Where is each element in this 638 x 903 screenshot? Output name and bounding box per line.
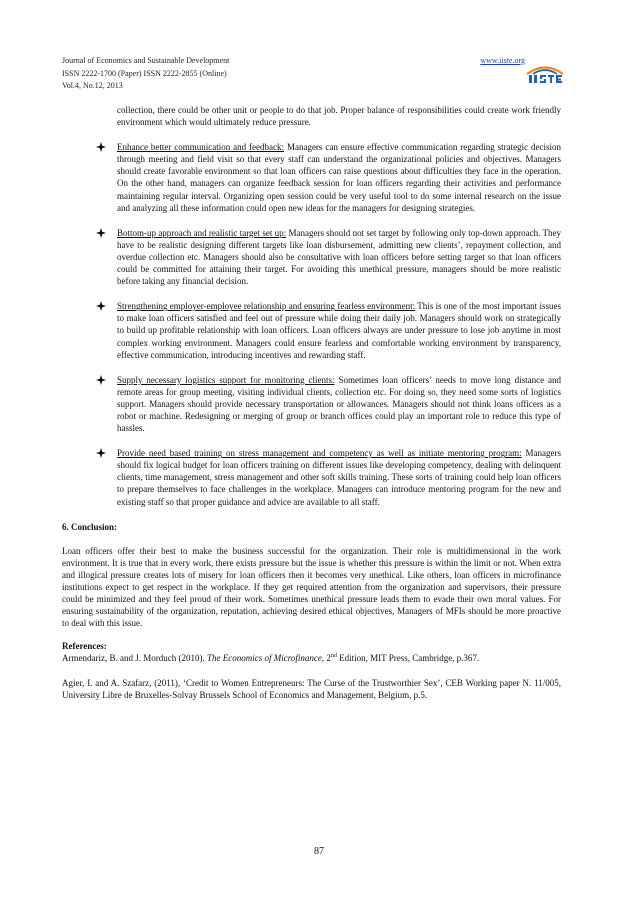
diamond-bullet-icon — [96, 228, 106, 238]
bullet-text: Managers should not set target by following only top-down approach. They have to be realistic designing different targets like loan disbursement, admitting new clients’, repayment collection, and overdue collection etc. Managers should also be consultative with loan officers before setting target so that loan officers could be committed for attaining their target. For avoiding this unethical pressure, managers should be more realistic before taking any financial decision. — [117, 227, 561, 287]
reference-publisher: Edition, MIT Press, Cambridge, p.367. — [336, 653, 480, 664]
continuation-paragraph: collection, there could be other unit or people to do that job. Proper balance of responsibilities could create work friendly environment which would ultimately reduce pressure. — [117, 105, 561, 128]
bullet-item — [117, 374, 561, 434]
bullet-item — [117, 300, 561, 360]
bullet-title: Strengthening employer-employee relationship and ensuring fearless environment: — [117, 301, 416, 312]
diamond-bullet-icon — [96, 448, 106, 458]
bullet-text: Managers can ensure effective communication regarding strategic decision through meeting and field visit so that every staff can understand the organizational policies and objectives. Managers should create favorable environment so that loan officers can raise questions about difficulties they face in the operation. On the other hand, managers can organize feedback session for loan officers regarding their activities and performance maintaining regular interval. Organizing open session could be very useful tool to do some internal research on the issue and analyzing all these information could open new ideas for the managers for designing strategies. — [117, 142, 561, 213]
bullet-title: Provide need based training on stress management and competency as well as initiate mentoring program: — [117, 448, 522, 459]
diamond-bullet-icon — [96, 301, 106, 311]
reference-item — [62, 652, 561, 664]
reference-edition-suffix: nd — [330, 653, 337, 660]
page-header — [62, 55, 575, 93]
diamond-bullet-icon — [96, 142, 106, 152]
bullet-item — [117, 141, 561, 214]
iiste-logo-icon — [524, 60, 566, 84]
journal-url-link[interactable]: www.iiste.org — [480, 56, 525, 65]
reference-edition: , 2 — [321, 653, 331, 664]
bullet-item — [117, 447, 561, 507]
bullet-text: Sometimes loan officers’ needs to move long distance and remote areas for group meeting, visiting individual clients, collection etc. For doing so, they need some sorts of logistics support. Managers should provide necessary transportation or allowances. Managers should not think loans officers as a robot or machine. Redesigning or merging of group or branch offices could play an important role to reduce this type of hassles. — [117, 374, 561, 434]
issn-line: ISSN 2222-1700 (Paper) ISSN 2222-2855 (Online) — [62, 68, 227, 78]
conclusion-heading: 6. Conclusion: — [62, 521, 118, 532]
conclusion-paragraph: Loan officers offer their best to make the business successful for the organization. Their role is multidimensional in the work environment. It is true that in every work, there exists pressure but the issue is whether this pressure is within the limit or not. When extra and illogical pressure creates lots of misery for loan officers then it becomes very unethical. Like others, loan officers in microfinance institutions expect to get respect in the workplace. If they get required attention from the organization and supervisors, their pressure could be minimized and they feel proud of their work. Sometimes unethical pressure leads them to evade their own moral values. For ensuring sustainability of the organization, reputation, achieving desired ethical objectives, Managers of MFIs should be more proactive to deal with this issue. — [62, 545, 561, 629]
reference-book-title: The Economics of Microfinance — [206, 653, 322, 664]
reference-item: Agier, I. and A. Szafarz, (2011), ‘Credit to Women Entrepreneurs: The Curse of the Trustworthier Sex’, CEB Working paper N. 11/005, University Libre de Bruxelles-Solvay Brussels School of Economics and Management, Belgium, p.5. — [62, 677, 561, 700]
journal-title: Journal of Economics and Sustainable Development — [62, 56, 230, 65]
bullet-title: Supply necessary logistics support for monitoring clients: — [117, 374, 335, 385]
volume-line: Vol.4, No.12, 2013 — [62, 81, 123, 90]
bullet-title: Enhance better communication and feedback: — [117, 142, 285, 153]
bullet-text: This is one of the most important issues to make loan officers satisfied and feel out of pressure while doing their daily job. Managers should work on strategically to build up profitable relationship with loan officers. Loan officers always are under pressure to lose job anytime in most complex working environment. Managers could ensure fearless and comfortable working environment by transparency, effective communication, introducing incentives and rewarding staff. — [117, 301, 562, 360]
references-heading: References: — [62, 641, 107, 652]
page-number: 87 — [314, 846, 324, 857]
reference-authors: Armendariz, B. and J. Morduch (2010). — [62, 653, 207, 664]
diamond-bullet-icon — [96, 375, 106, 385]
bullet-text: Managers should fix logical budget for loan officers training on different issues like developing competency, dealing with delinquent clients, time management, stress management and other soft skills training. These sorts of training could help loan officers to prepare themselves to face challenges in the workplace. Managers can introduce mentoring program for the new and existing staff so that proper guidance and advice are available to all staff. — [117, 448, 561, 507]
article-body — [62, 104, 561, 713]
bullet-item — [117, 227, 561, 287]
bullet-title: Bottom-up approach and realistic target set up: — [117, 227, 287, 238]
